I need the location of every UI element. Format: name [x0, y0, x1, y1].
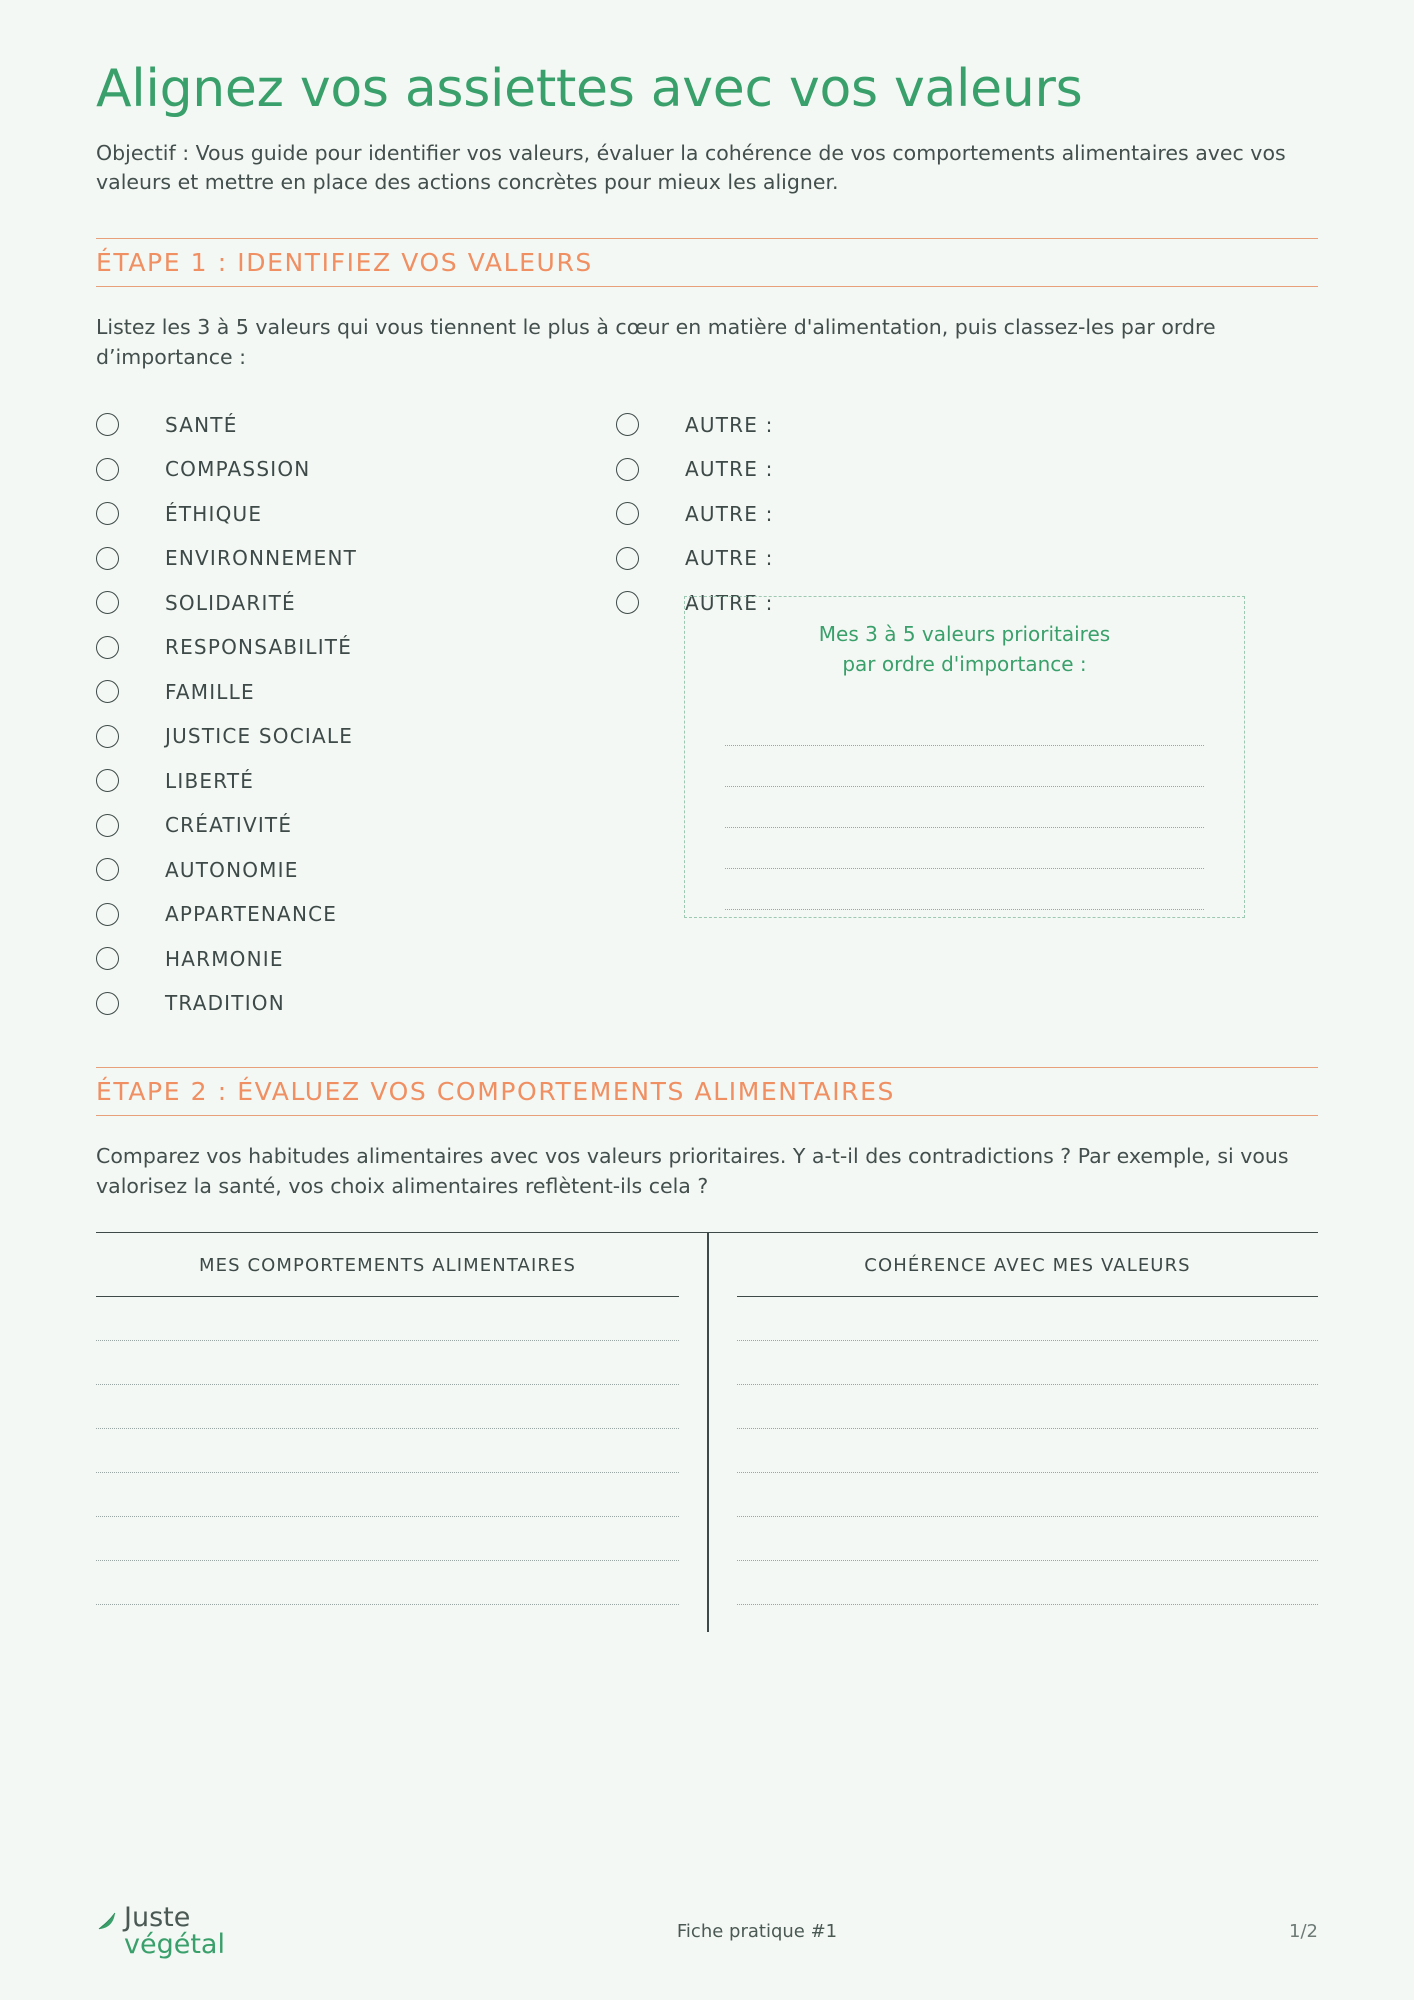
behaviours-table [96, 1232, 1318, 1632]
value-label: ÉTHIQUE [165, 501, 263, 526]
priority-write-line[interactable] [725, 787, 1204, 828]
table-write-line[interactable] [737, 1385, 1318, 1429]
value-label: HARMONIE [165, 946, 284, 971]
table-write-line[interactable] [737, 1297, 1318, 1341]
table-write-line[interactable] [96, 1385, 679, 1429]
table-write-line[interactable] [737, 1561, 1318, 1605]
table-column-behaviours [96, 1233, 707, 1632]
value-option-autre-3[interactable] [616, 491, 1076, 536]
value-option-creativite[interactable] [96, 803, 596, 848]
value-option-appartenance[interactable] [96, 892, 596, 937]
step-2-instruction: Comparez vos habitudes alimentaires avec vos valeurs prioritaires. Y a-t-il des contradictions ? Par exemple, si vous valorisez la santé, vos choix alimentaires reflètent-ils cela ? [96, 1144, 1289, 1199]
value-option-autonomie[interactable] [96, 847, 596, 892]
table-column-header: COHÉRENCE AVEC MES VALEURS [737, 1233, 1318, 1297]
table-write-line[interactable] [737, 1341, 1318, 1385]
value-option-sante[interactable] [96, 402, 596, 447]
table-write-line[interactable] [737, 1429, 1318, 1473]
priority-values-box [684, 596, 1245, 918]
value-label: COMPASSION [165, 457, 311, 482]
table-write-line[interactable] [96, 1341, 679, 1385]
value-label: AUTONOMIE [165, 857, 299, 882]
value-option-autre-2[interactable] [616, 447, 1076, 492]
checkbox-icon[interactable] [96, 413, 119, 436]
checkbox-icon[interactable] [96, 992, 119, 1015]
checkbox-icon[interactable] [96, 769, 119, 792]
brand-name-line1: Juste [124, 1902, 191, 1933]
value-option-harmonie[interactable] [96, 936, 596, 981]
value-option-solidarite[interactable] [96, 580, 596, 625]
priority-write-line[interactable] [725, 705, 1204, 746]
priority-box-title-line2: par ordre d'importance : [842, 652, 1087, 677]
table-column-coherence [707, 1233, 1318, 1632]
table-write-line[interactable] [737, 1517, 1318, 1561]
checkbox-icon[interactable] [616, 458, 639, 481]
footer-sheet-label: Fiche pratique #1 [676, 1920, 838, 1942]
table-divider [707, 1233, 709, 1632]
step-1-header [96, 238, 1318, 287]
values-section [96, 402, 1318, 1025]
value-label: LIBERTÉ [165, 768, 255, 793]
checkbox-icon[interactable] [96, 947, 119, 970]
value-option-ethique[interactable] [96, 491, 596, 536]
checkbox-icon[interactable] [616, 413, 639, 436]
values-column-left [96, 402, 596, 1025]
priority-write-line[interactable] [725, 828, 1204, 869]
table-write-line[interactable] [96, 1297, 679, 1341]
brand-name-line2: végétal [124, 1929, 225, 1960]
value-option-responsabilite[interactable] [96, 625, 596, 670]
objective-text: Objectif : Vous guide pour identifier vos valeurs, évaluer la cohérence de vos comportements alimentaires avec vos valeurs et mettre en place des actions concrètes pour mieux les aligner. [96, 140, 1286, 195]
checkbox-icon[interactable] [96, 858, 119, 881]
step-2-title: ÉTAPE 2 : ÉVALUEZ VOS COMPORTEMENTS ALIMENTAIRES [96, 1077, 896, 1107]
checkbox-icon[interactable] [616, 502, 639, 525]
value-label: AUTRE : [685, 590, 774, 615]
brand-logo [96, 1904, 225, 1958]
checkbox-icon[interactable] [96, 636, 119, 659]
priority-box-title-line1: Mes 3 à 5 valeurs prioritaires [818, 622, 1111, 647]
value-label: SANTÉ [165, 412, 238, 437]
checkbox-icon[interactable] [96, 458, 119, 481]
value-label: AUTRE : [685, 546, 774, 571]
value-label: SOLIDARITÉ [165, 590, 296, 615]
table-write-line[interactable] [96, 1517, 679, 1561]
table-write-line[interactable] [96, 1473, 679, 1517]
value-option-liberte[interactable] [96, 758, 596, 803]
value-label: RESPONSABILITÉ [165, 635, 353, 660]
step-1-instruction: Listez les 3 à 5 valeurs qui vous tiennent le plus à cœur en matière d'alimentation, puis classez-les par ordre d’importance : [96, 315, 1216, 369]
checkbox-icon[interactable] [96, 502, 119, 525]
step-1-title: ÉTAPE 1 : IDENTIFIEZ VOS VALEURS [96, 248, 593, 278]
step-2-header [96, 1067, 1318, 1116]
checkbox-icon[interactable] [96, 547, 119, 570]
page-number: 1/2 [1289, 1920, 1318, 1942]
checkbox-icon[interactable] [96, 725, 119, 748]
value-label: ENVIRONNEMENT [165, 546, 358, 571]
checkbox-icon[interactable] [96, 903, 119, 926]
value-option-compassion[interactable] [96, 447, 596, 492]
value-option-environnement[interactable] [96, 536, 596, 581]
value-label: AUTRE : [685, 501, 774, 526]
value-label: AUTRE : [685, 457, 774, 482]
priority-write-line[interactable] [725, 746, 1204, 787]
brand-logo-text [124, 1904, 225, 1958]
page-footer [96, 1904, 1318, 1958]
checkbox-icon[interactable] [616, 547, 639, 570]
value-option-justice-sociale[interactable] [96, 714, 596, 759]
value-label: TRADITION [165, 991, 285, 1016]
value-option-tradition[interactable] [96, 981, 596, 1026]
table-column-header: MES COMPORTEMENTS ALIMENTAIRES [96, 1233, 679, 1297]
priority-box-title [725, 619, 1204, 679]
value-option-autre-1[interactable] [616, 402, 1076, 447]
value-label: FAMILLE [165, 679, 255, 704]
leaf-icon [96, 1910, 118, 1937]
value-label: AUTRE : [685, 412, 774, 437]
priority-write-line[interactable] [725, 869, 1204, 910]
value-label: CRÉATIVITÉ [165, 813, 293, 838]
checkbox-icon[interactable] [616, 591, 639, 614]
page-title: Alignez vos assiettes avec vos valeurs [96, 59, 1083, 119]
checkbox-icon[interactable] [96, 591, 119, 614]
value-option-autre-4[interactable] [616, 536, 1076, 581]
table-write-line[interactable] [96, 1561, 679, 1605]
table-write-line[interactable] [737, 1473, 1318, 1517]
value-option-famille[interactable] [96, 669, 596, 714]
table-write-line[interactable] [96, 1429, 679, 1473]
checkbox-icon[interactable] [96, 814, 119, 837]
checkbox-icon[interactable] [96, 680, 119, 703]
value-label: APPARTENANCE [165, 902, 338, 927]
value-label: JUSTICE SOCIALE [165, 724, 354, 749]
